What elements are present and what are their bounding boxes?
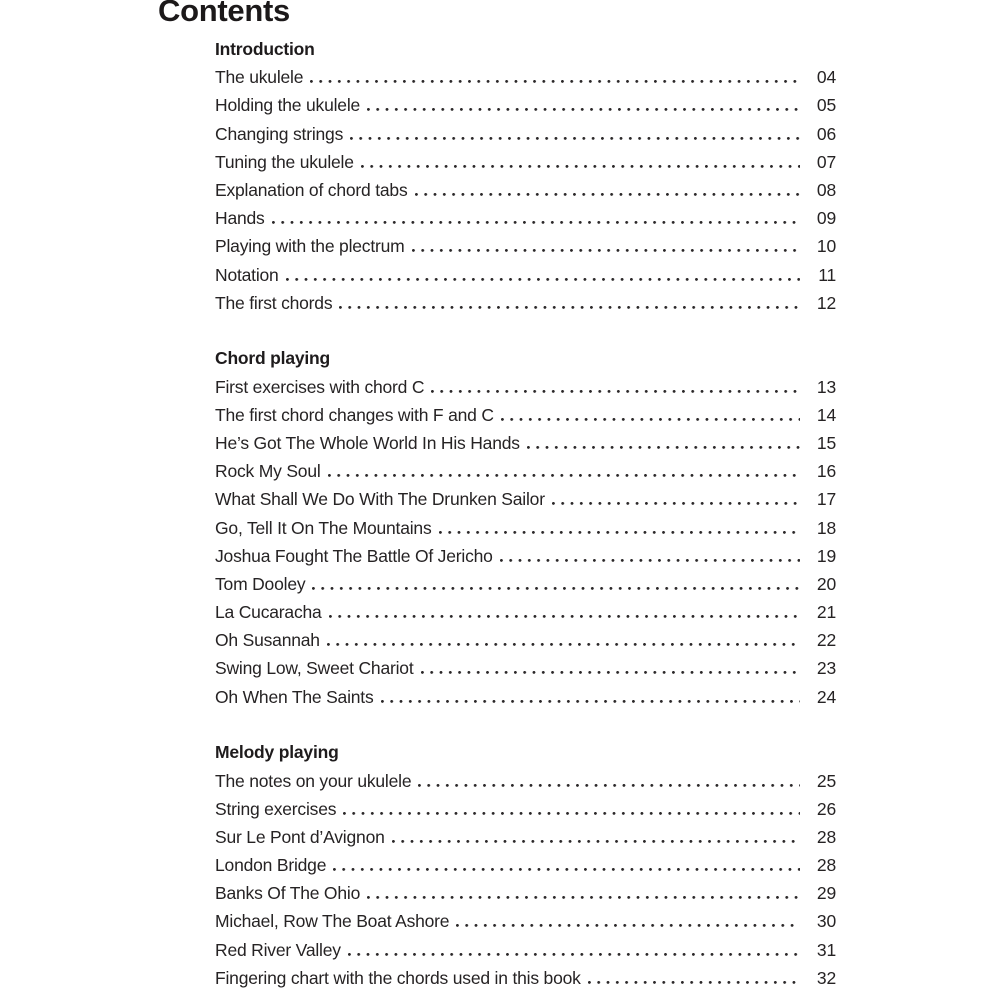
dot-leader: [329, 615, 800, 618]
dot-leader: [286, 278, 800, 281]
dot-leader: [343, 812, 800, 815]
entry-page-number: 31: [816, 939, 836, 960]
entry-label: The first chord changes with F and C: [215, 404, 494, 425]
dot-leader: [527, 446, 800, 449]
toc-entry: [215, 461, 836, 489]
entry-page-number: 12: [816, 292, 836, 313]
entry-page-number: 19: [816, 545, 836, 566]
toc-section: [215, 348, 836, 714]
dot-leader: [367, 896, 800, 899]
toc-entry: [215, 489, 836, 517]
dot-leader: [415, 193, 801, 196]
toc-entry: [215, 518, 836, 546]
entry-label: La Cucaracha: [215, 602, 322, 623]
entry-page-number: 06: [816, 123, 836, 144]
entry-label: The first chords: [215, 292, 333, 313]
entry-label: Michael, Row The Boat Ashore: [215, 911, 450, 932]
entry-label: Notation: [215, 264, 279, 285]
entry-label: Go, Tell It On The Mountains: [215, 517, 432, 538]
dot-leader: [350, 137, 800, 140]
dot-leader: [312, 587, 800, 590]
entry-page-number: 18: [816, 517, 836, 538]
entry-page-number: 16: [816, 461, 836, 482]
toc-entry: [215, 630, 836, 658]
toc-section: [215, 742, 836, 996]
toc-entry: [215, 911, 836, 939]
entry-label: Oh Susannah: [215, 630, 320, 651]
dot-leader: [348, 953, 800, 956]
entry-label: The ukulele: [215, 67, 304, 88]
entry-label: Banks Of The Ohio: [215, 883, 361, 904]
toc: [215, 39, 836, 996]
section-heading: Introduction: [215, 39, 315, 59]
toc-entry: [215, 180, 836, 208]
entry-page-number: 32: [816, 967, 836, 988]
dot-leader: [412, 249, 800, 252]
toc-entry: [215, 968, 836, 996]
entry-page-number: 21: [816, 602, 836, 623]
entry-label: The notes on your ukulele: [215, 770, 412, 791]
toc-entry: [215, 236, 836, 264]
entry-page-number: 28: [816, 826, 836, 847]
entry-page-number: 24: [816, 686, 836, 707]
toc-entry: [215, 883, 836, 911]
entry-label: Rock My Soul: [215, 461, 321, 482]
toc-entry: [215, 855, 836, 883]
entry-label: Explanation of chord tabs: [215, 179, 408, 200]
entry-label: Changing strings: [215, 123, 344, 144]
toc-entry: [215, 799, 836, 827]
dot-leader: [501, 418, 800, 421]
section-heading: Chord playing: [215, 348, 331, 369]
dot-leader: [381, 700, 800, 703]
toc-entry: [215, 602, 836, 630]
entry-page-number: 07: [816, 151, 836, 172]
toc-entry: [215, 658, 836, 686]
toc-entry: [215, 433, 836, 461]
entry-label: First exercises with chord C: [215, 376, 425, 397]
toc-entry: [215, 940, 836, 968]
toc-entry: [215, 265, 836, 293]
dot-leader: [418, 784, 800, 787]
toc-entry: [215, 405, 836, 433]
entry-page-number: 08: [816, 179, 836, 200]
dot-leader: [367, 108, 800, 111]
dot-leader: [272, 221, 800, 224]
dot-leader: [392, 840, 800, 843]
dot-leader: [439, 531, 800, 534]
toc-entry: [215, 293, 836, 321]
dot-leader: [456, 924, 800, 927]
entry-label: Playing with the plectrum: [215, 236, 405, 257]
entry-label: Hands: [215, 208, 265, 229]
entry-label: Fingering chart with the chords used in this book: [215, 967, 581, 988]
entry-page-number: 22: [816, 630, 836, 651]
entry-page-number: 09: [816, 208, 836, 229]
entry-label: Joshua Fought The Battle Of Jericho: [215, 545, 493, 566]
dot-leader: [339, 306, 800, 309]
toc-entry: [215, 67, 836, 95]
dot-leader: [310, 80, 800, 83]
entry-label: Tom Dooley: [215, 573, 306, 594]
toc-entry: [215, 827, 836, 855]
toc-entry: [215, 208, 836, 236]
toc-entry: [215, 95, 836, 123]
entry-page-number: 20: [816, 573, 836, 594]
toc-entry: [215, 377, 836, 405]
entry-page-number: 28: [816, 855, 836, 876]
dot-leader: [588, 981, 800, 984]
dot-leader: [552, 502, 800, 505]
toc-section: [215, 39, 836, 321]
entry-label: Red River Valley: [215, 939, 341, 960]
page-title: Contents: [158, 0, 290, 28]
toc-entry: [215, 771, 836, 799]
entry-page-number: 26: [816, 798, 836, 819]
entry-label: String exercises: [215, 798, 337, 819]
toc-entry: [215, 152, 836, 180]
toc-entry: [215, 574, 836, 602]
entry-label: Sur Le Pont d’Avignon: [215, 826, 385, 847]
entry-page-number: 13: [816, 376, 836, 397]
toc-entry: [215, 546, 836, 574]
entry-label: He’s Got The Whole World In His Hands: [215, 432, 520, 453]
entry-page-number: 04: [816, 67, 836, 88]
entry-page-number: 15: [816, 432, 836, 453]
entry-page-number: 10: [816, 236, 836, 257]
entry-page-number: 23: [816, 658, 836, 679]
dot-leader: [421, 671, 800, 674]
dot-leader: [328, 474, 800, 477]
entry-page-number: 11: [818, 264, 836, 285]
entry-page-number: 25: [816, 770, 836, 791]
dot-leader: [500, 559, 800, 562]
entry-page-number: 14: [816, 404, 836, 425]
entry-page-number: 29: [816, 883, 836, 904]
entry-label: What Shall We Do With The Drunken Sailor: [215, 489, 545, 510]
section-heading: Melody playing: [215, 742, 339, 763]
dot-leader: [327, 643, 800, 646]
toc-entry: [215, 687, 836, 715]
dot-leader: [361, 165, 800, 168]
toc-entry: [215, 124, 836, 152]
entry-page-number: 30: [816, 911, 836, 932]
dot-leader: [333, 868, 800, 871]
dot-leader: [431, 390, 800, 393]
entry-label: Swing Low, Sweet Chariot: [215, 658, 414, 679]
entry-page-number: 17: [816, 489, 836, 510]
entry-page-number: 05: [816, 95, 836, 116]
entry-label: Holding the ukulele: [215, 95, 361, 116]
entry-label: Oh When The Saints: [215, 686, 374, 707]
entry-label: London Bridge: [215, 855, 327, 876]
entry-label: Tuning the ukulele: [215, 151, 354, 172]
